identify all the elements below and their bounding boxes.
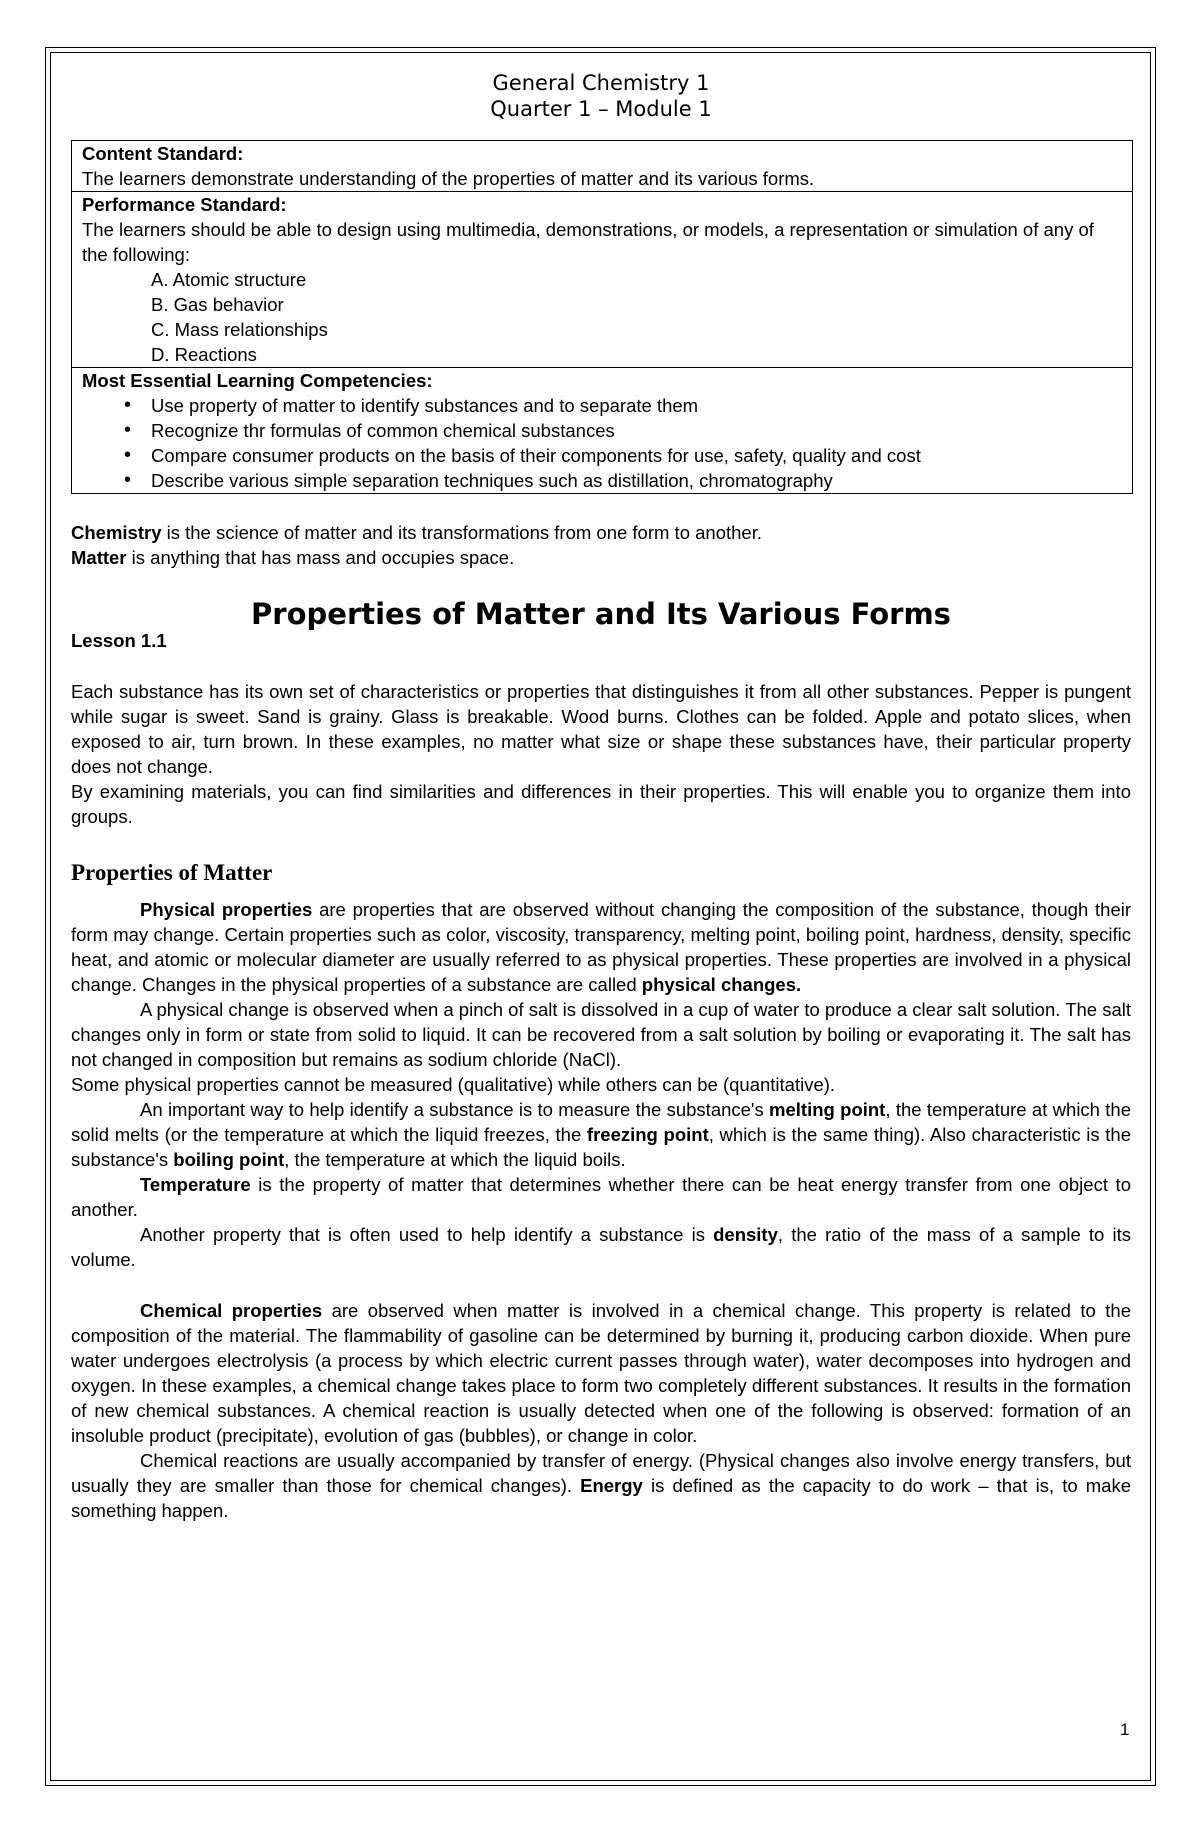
paragraph-text: , the temperature at which the liquid boils. (284, 1149, 626, 1170)
bold-term: freezing point (586, 1124, 709, 1145)
qualitative-paragraph: Some physical properties cannot be measured (qualitative) while others can be (quantitative). (71, 1074, 836, 1095)
chemistry-term: Chemistry (71, 522, 162, 543)
density-paragraph (71, 1222, 1131, 1272)
performance-standard-text: The learners should be able to design using multimedia, demonstrations, or models, a representation or simulation of any of the following: (82, 219, 1094, 265)
matter-text: is anything that has mass and occupies space. (126, 547, 515, 568)
paragraph-text: is defined as the capacity to do work – that is, to make something happen. (71, 1475, 1132, 1521)
content-standard-text: The learners demonstrate understanding of the properties of matter and its various forms. (82, 168, 815, 189)
temperature-paragraph (71, 1172, 1131, 1222)
chemical-properties-paragraph (71, 1298, 1131, 1448)
paragraph-text: Another property that is often used to help identify a substance is (140, 1224, 714, 1245)
melting-point-paragraph (71, 1097, 1131, 1172)
lesson-intro-paragraph: By examining materials, you can find similarities and differences in their properties. This will enable you to organize them into groups. (71, 781, 1131, 827)
definitions (71, 520, 1131, 570)
course-title: General Chemistry 1 (492, 71, 710, 95)
bold-term: physical changes. (641, 974, 802, 995)
paragraph-text: Chemical reactions are usually accompanied by transfer of energy. (Physical changes also involve energy transfers, but usually they are smaller than those for chemical changes). (71, 1450, 1131, 1496)
paragraph-text: are properties that are observed without changing the composition of the substance, though their form may change. Certain properties such as color, viscosity, transparency, melting point, boiling point, hardness, density, specific heat, and atomic or molecular diameter are usually referred to as physical properties. These properties are involved in a physical change. Changes in the physical properties of a substance are called (71, 899, 1132, 995)
lesson-title: Properties of Matter and Its Various Forms (251, 597, 951, 631)
melc-list (82, 393, 1124, 493)
paragraph-text: , which is the same thing). Also characteristic is the substance's (71, 1124, 1132, 1170)
bold-term: Physical properties (140, 899, 313, 920)
matter-definition (71, 545, 1131, 570)
bold-term: melting point (769, 1099, 886, 1120)
document-header (71, 70, 1131, 122)
chemistry-text: is the science of matter and its transformations from one form to another. (161, 522, 762, 543)
paragraph-text: An important way to help identify a substance is to measure the substance's (140, 1099, 770, 1120)
melc-title: Most Essential Learning Competencies: (82, 370, 433, 391)
paragraph-text: , the temperature at which the solid melts (or the temperature at which the liquid freezes, the (71, 1099, 1132, 1145)
bold-term: boiling point (173, 1149, 285, 1170)
performance-item: D. Reactions (151, 344, 257, 365)
matter-term: Matter (71, 547, 127, 568)
melc-item: • Use property of matter to identify substances and to separate them (82, 393, 1124, 418)
salt-example-paragraph: A physical change is observed when a pinch of salt is dissolved in a cup of water to produce a clear salt solution. The salt changes only in form or state from solid to liquid. It can be recovered from a salt solution by boiling or evaporating it. The salt has not changed in composition but remains as sodium chloride (NaCl). (71, 999, 1131, 1070)
bold-term: Energy (580, 1475, 643, 1496)
page-content (71, 70, 1131, 1523)
energy-paragraph (71, 1448, 1131, 1523)
performance-item: A. Atomic structure (151, 269, 307, 290)
content-standard-section (72, 140, 1132, 191)
chemistry-definition (71, 520, 1131, 545)
paragraph-text: is the property of matter that determines whether there can be heat energy transfer from one object to another. (71, 1174, 1131, 1220)
section-heading: Properties of Matter (71, 860, 273, 885)
melc-section (72, 367, 1132, 494)
melc-item: • Describe various simple separation techniques such as distillation, chromatography (82, 468, 1124, 493)
module-title: Quarter 1 – Module 1 (490, 97, 712, 121)
performance-item: C. Mass relationships (151, 319, 328, 340)
performance-standard-section (72, 191, 1132, 367)
melc-item: • Compare consumer products on the basis of their components for use, safety, quality and cost (82, 443, 1124, 468)
standards-table (71, 140, 1133, 494)
bold-term: density (713, 1224, 778, 1245)
paragraph-text: , the ratio of the mass of a sample to its volume. (71, 1224, 1131, 1270)
page-number: 1 (1120, 1720, 1130, 1739)
bold-term: Chemical properties (140, 1300, 323, 1321)
lesson-label: Lesson 1.1 (71, 630, 167, 651)
lesson-intro-paragraph: Each substance has its own set of characteristics or properties that distinguishes it from all other substances. Pepper is pungent while sugar is sweet. Sand is grainy. Glass is breakable. Wood burns. Clothes can be folded. Apple and potato slices, when exposed to air, turn brown. In these examples, no matter what size or shape these substances have, their particular property does not change. (71, 681, 1131, 777)
paragraph-text: are observed when matter is involved in a chemical change. This property is related to the composition of the material. The flammability of gasoline can be determined by burning it, producing carbon dioxide. When pure water undergoes electrolysis (a process by which electric current passes through water), water decomposes into hydrogen and oxygen. In these examples, a chemical change takes place to form two completely different substances. It results in the formation of new chemical substances. A chemical reaction is usually detected when one of the following is observed: formation of an insoluble product (precipitate), evolution of gas (bubbles), or change in color. (71, 1300, 1131, 1446)
content-standard-title: Content Standard: (82, 143, 244, 164)
melc-item: • Recognize thr formulas of common chemical substances (82, 418, 1124, 443)
physical-properties-paragraph (71, 897, 1131, 997)
bold-term: Temperature (140, 1174, 251, 1195)
performance-item: B. Gas behavior (151, 294, 284, 315)
performance-standard-title: Performance Standard: (82, 194, 287, 215)
